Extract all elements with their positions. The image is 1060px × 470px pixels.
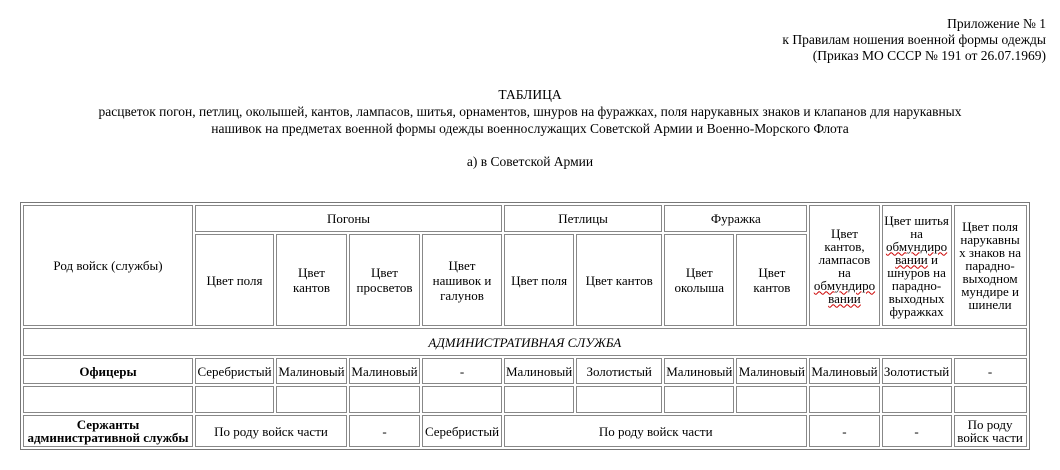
table-cell: Малиновый	[809, 358, 879, 384]
subheader-pogony-stripes: Цвет просветов	[349, 234, 420, 326]
row-label-officers: Офицеры	[23, 358, 193, 384]
title-heading: ТАБЛИЦА	[498, 87, 562, 102]
empty-cell	[23, 386, 193, 413]
subheader-pogony-field: Цвет поля	[195, 234, 274, 326]
table-cell: -	[954, 358, 1027, 384]
title-line-2: расцветок погон, петлиц, околышей, кантов, лампасов, шитья, орнаментов, шнуров на фуражках, поля нарукавных знаков и клапанов для нарукавных	[98, 104, 962, 119]
table-cell: Серебристый	[422, 415, 502, 447]
header-embroidery-b: обмундиро вании	[885, 238, 948, 267]
appendix-order: (Приказ МО СССР № 191 от 26.07.1969)	[812, 48, 1046, 63]
table-cell: По роду войск части	[954, 415, 1027, 447]
empty-cell	[809, 386, 879, 413]
table-cell: -	[882, 415, 952, 447]
header-piping	[809, 205, 879, 326]
header-embroidery-a: Цвет шитья на	[884, 212, 949, 241]
empty-cell	[954, 386, 1027, 413]
empty-cell	[504, 386, 574, 413]
table-cell: Малиновый	[276, 358, 347, 384]
header-sleeve: Цвет поля нарукавны х знаков на парадно-выходном мундире и шинели	[954, 205, 1027, 326]
header-furazhka: Фуражка	[664, 205, 807, 232]
table-cell: -	[422, 358, 502, 384]
appendix-number: Приложение № 1	[947, 16, 1046, 31]
table-cell: -	[349, 415, 420, 447]
header-petlitsy: Петлицы	[504, 205, 662, 232]
subheader-petlitsy-piping: Цвет кантов	[576, 234, 662, 326]
appendix-reference	[782, 16, 1046, 64]
empty-cell	[882, 386, 952, 413]
subheader-petlitsy-field: Цвет поля	[504, 234, 574, 326]
empty-cell	[276, 386, 347, 413]
table-cell: Серебристый	[195, 358, 274, 384]
table-row-sergeants	[23, 415, 1027, 447]
table-cell: По роду войск части	[504, 415, 807, 447]
row-label-sergeants: Сержанты административной службы	[23, 415, 193, 447]
header-embroidery	[882, 205, 952, 326]
header-branch: Род войск (службы)	[23, 205, 193, 326]
table-cell: Малиновый	[504, 358, 574, 384]
uniform-colors-table	[20, 202, 1030, 450]
section-title: а) в Советской Армии	[466, 154, 594, 169]
table-cell: По роду войск части	[195, 415, 347, 447]
table-cell: -	[809, 415, 879, 447]
header-piping-wavy: обмундиро вании	[813, 277, 876, 306]
subheader-pogony-piping: Цвет кантов	[276, 234, 347, 326]
header-piping-text: Цвет кантов, лампасов на	[818, 225, 871, 280]
table-cell: Золотистый	[576, 358, 662, 384]
document-title	[0, 86, 1060, 137]
table-cell: Золотистый	[882, 358, 952, 384]
subheader-furazhka-piping: Цвет кантов	[736, 234, 807, 326]
section-row-label: АДМИНИСТРАТИВНАЯ СЛУЖБА	[23, 328, 1027, 356]
table-row-empty	[23, 386, 1027, 413]
table-header-row	[23, 205, 1027, 232]
header-pogony: Погоны	[195, 205, 502, 232]
appendix-rules: к Правилам ношения военной формы одежды	[782, 32, 1046, 47]
table-row-officers	[23, 358, 1027, 384]
empty-cell	[349, 386, 420, 413]
empty-cell	[736, 386, 807, 413]
empty-cell	[576, 386, 662, 413]
table-cell: Малиновый	[349, 358, 420, 384]
table-cell: Малиновый	[736, 358, 807, 384]
header-embroidery-c: и шнуров на парадно-выходных фуражках	[887, 251, 946, 319]
empty-cell	[422, 386, 502, 413]
subheader-pogony-galloons: Цвет нашивок и галунов	[422, 234, 502, 326]
section-row	[23, 328, 1027, 356]
title-line-3: нашивок на предметах военной формы одежды военнослужащих Советской Армии и Военно-Морского Флота	[211, 121, 849, 136]
empty-cell	[195, 386, 274, 413]
empty-cell	[664, 386, 734, 413]
table-cell: Малиновый	[664, 358, 734, 384]
subheader-furazhka-band: Цвет околыша	[664, 234, 734, 326]
